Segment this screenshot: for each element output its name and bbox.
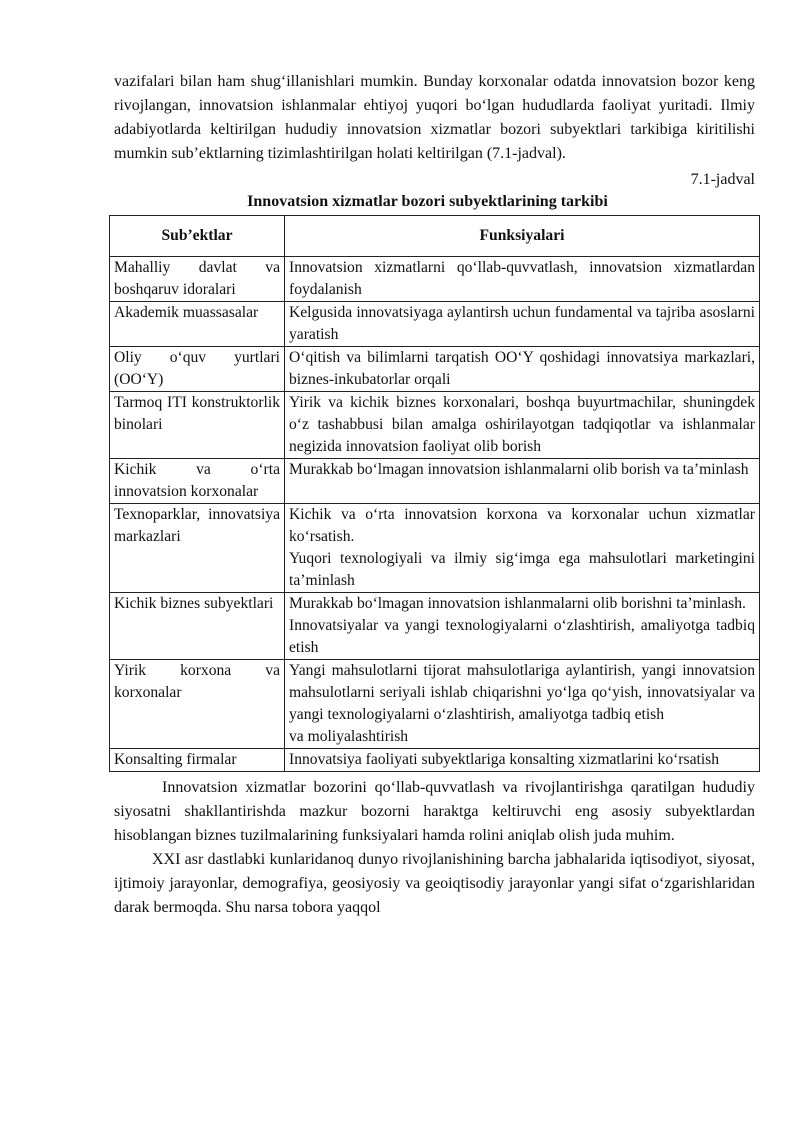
- functions-cell: [285, 257, 760, 302]
- table-title: Innovatsion xizmatlar bozori subyektlarining tarkibi: [247, 193, 608, 210]
- functions-cell: [285, 749, 760, 772]
- function-line: Yirik va kichik biznes korxonalari, boshqa buyurtmachilar, shuningdek o‘z tashabbusi bilan amalga oshirilayotgan tadqiqotlar va ishlanmalar negizida innovatsion faoliyat olib borish: [289, 394, 755, 455]
- table-row: [110, 660, 760, 749]
- subject-cell: Konsalting firmalar: [110, 749, 285, 772]
- function-line: Murakkab bo‘lmagan innovatsion ishlanmalarni olib borishni ta’minlash.: [289, 595, 746, 612]
- subject-cell: Kichik biznes subyektlari: [110, 593, 285, 660]
- function-line: Innovatsiya faoliyati subyektlariga konsalting xizmatlarini ko‘rsatish: [289, 751, 720, 768]
- table-number: 7.1-jadval: [690, 171, 755, 188]
- functions-cell: [285, 347, 760, 392]
- table-row: [110, 749, 760, 772]
- table-row: [110, 257, 760, 302]
- function-line: Kelgusida innovatsiyaga aylantirsh uchun fundamental va tajriba asoslarni yaratish: [289, 304, 755, 343]
- function-line: Yuqori texnologiyali va ilmiy sig‘imga ega mahsulotlari marketingini ta’minlash: [289, 550, 755, 589]
- table-header-row: [110, 216, 760, 257]
- subject-cell: Yirik korxona va korxonalar: [110, 660, 285, 749]
- functions-cell: [285, 660, 760, 749]
- table-row: [110, 392, 760, 459]
- header-functions: Funksiyalari: [285, 216, 760, 257]
- functions-cell: [285, 504, 760, 593]
- functions-cell: [285, 593, 760, 660]
- function-line: Murakkab bo‘lmagan innovatsion ishlanmalarni olib borish va ta’minlash: [289, 461, 749, 478]
- function-line: va moliyalashtirish: [289, 728, 409, 745]
- functions-cell: [285, 459, 760, 504]
- body-paragraph: XXI asr dastlabki kunlaridanoq dunyo rivojlanishining barcha jabhalarida iqtisodiyot, siyosat, ijtimoiy jarayonlar, demografiya, geosiyosiy va geoiqtisodiy jarayonlar yangi sifat o‘zgarishlaridan darak bermoqda. Shu narsa tobora yaqqol: [114, 851, 755, 916]
- intro-paragraph: vazifalari bilan ham shug‘illanishlari mumkin. Bunday korxonalar odatda innovatsion bozor keng rivojlangan, innovatsion ishlanmalar ehtiyoj yuqori bo‘lgan hududlarda faoliyat yuritadi. Ilmiy adabiyotlarda keltirilgan hududiy innovatsion xizmatlar bozori subyektlari tarkibiga kiritilishi mumkin sub’ektlarning tizimlashtirilgan holati keltirilgan (7.1-jadval).: [114, 73, 755, 162]
- table-row: [110, 302, 760, 347]
- function-line: Yangi mahsulotlarni tijorat mahsulotlariga aylantirish, yangi innovatsion mahsulotlarni seriyali ishlab chiqarishni yo‘lga qo‘yish, innovatsiyalar va yangi texnologiyalarni o‘zlashtirish, amaliyotga tadbiq etish: [289, 662, 755, 723]
- subject-cell: Mahalliy davlat va boshqaruv idoralari: [110, 257, 285, 302]
- function-line: Kichik va o‘rta innovatsion korxona va korxonalar uchun xizmatlar ko‘rsatish.: [289, 506, 755, 545]
- function-line: O‘qitish va bilimlarni tarqatish OO‘Y qoshidagi innovatsiya markazlari, biznes-inkubatorlar orqali: [289, 349, 755, 388]
- function-line: Innovatsiyalar va yangi texnologiyalarni o‘zlashtirish, amaliyotga tadbiq etish: [289, 617, 755, 656]
- subject-cell: Kichik va o‘rta innovatsion korxonalar: [110, 459, 285, 504]
- subject-cell: Tarmoq ITI konstruktorlik binolari: [110, 392, 285, 459]
- table-row: [110, 504, 760, 593]
- functions-cell: [285, 302, 760, 347]
- subject-cell: Texnoparklar, innovatsiya markazlari: [110, 504, 285, 593]
- table-row: [110, 347, 760, 392]
- body-paragraph: Innovatsion xizmatlar bozorini qo‘llab-quvvatlash va rivojlantirishga qaratilgan hududiy siyosatni shakllantirishda mazkur bozorni haraktga keltiruvchi eng asosiy subyektlardan hisoblangan biznes tuzilmalarining funksiyalari hamda rolini aniqlab olish juda muhim.: [114, 779, 755, 844]
- document-page: [114, 70, 755, 920]
- subjects-table: [109, 215, 760, 772]
- header-subjects: Sub’ektlar: [110, 216, 285, 257]
- functions-cell: [285, 392, 760, 459]
- table-row: [110, 593, 760, 660]
- subject-cell: Akademik muassasalar: [110, 302, 285, 347]
- subject-cell: Oliy o‘quv yurtlari (OO‘Y): [110, 347, 285, 392]
- table-row: [110, 459, 760, 504]
- function-line: Innovatsion xizmatlarni qo‘llab-quvvatlash, innovatsion xizmatlardan foydalanish: [289, 259, 755, 298]
